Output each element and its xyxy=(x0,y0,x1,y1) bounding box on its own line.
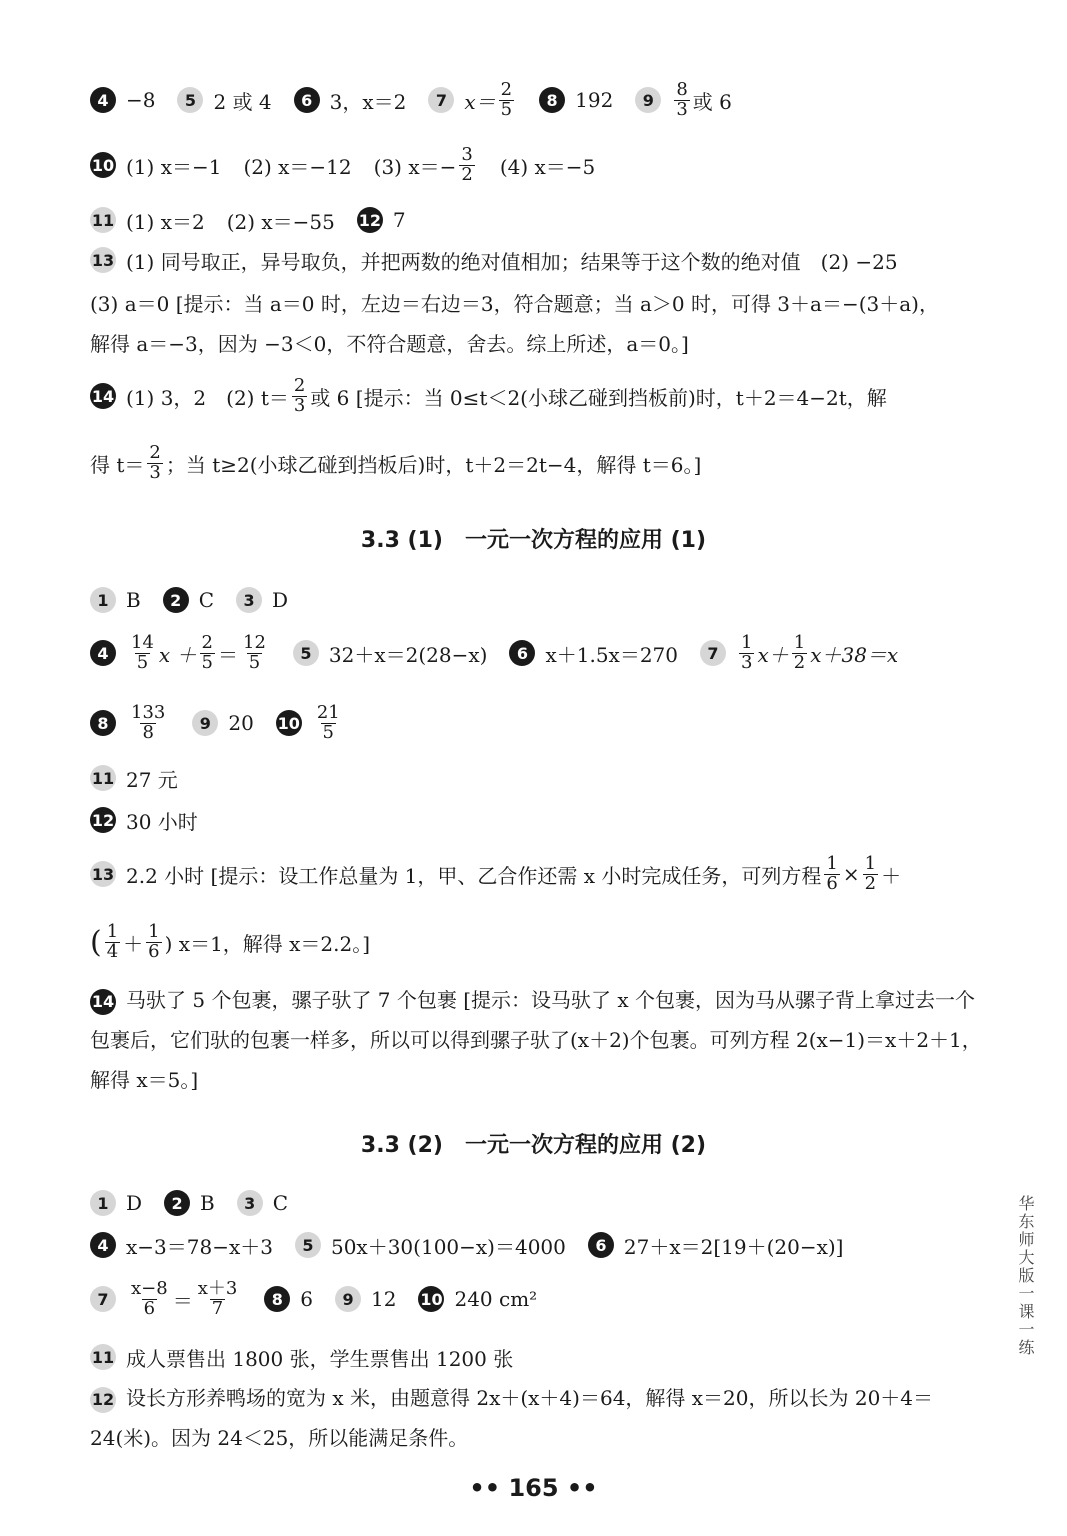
s2-q12-badge: 12 xyxy=(90,807,116,833)
s2-q11-answer: 27 元 xyxy=(126,767,178,792)
s2-q4-f2d: 5 xyxy=(201,651,213,673)
s3-q3-answer: C xyxy=(272,1191,289,1215)
answer-line-10 xyxy=(90,145,595,185)
q12-answer: 7 xyxy=(392,208,406,232)
s2-q13-line1 xyxy=(90,850,901,898)
q4-answer: −8 xyxy=(126,88,156,112)
section-title-3-3-2: 3.3 (2) 一元一次方程的应用 (2) xyxy=(360,1133,707,1158)
q9-numerator: 8 xyxy=(676,78,688,100)
s3-q12-badge: 12 xyxy=(90,1387,116,1413)
s2-q4-f1d: 5 xyxy=(136,651,149,673)
q13-line1 xyxy=(90,240,898,280)
s3-q11-line xyxy=(90,1337,513,1377)
s2-q8-numerator: 133 xyxy=(131,701,166,723)
s3-q5-badge: 5 xyxy=(295,1232,321,1258)
q10-numerator: 3 xyxy=(461,143,473,165)
s3-q1-answer: D xyxy=(126,1191,143,1215)
q11-part2: (2) x＝−55 xyxy=(226,209,335,234)
q13-text1: (1) 同号取正，异号取负，并把两数的绝对值相加；结果等于这个数的绝对值 (2) −25 xyxy=(126,249,898,274)
s3-q6-badge: 6 xyxy=(588,1232,614,1258)
s2-q13-f3n: 1 xyxy=(106,920,119,942)
s2-q12-line xyxy=(90,800,198,840)
s3-q10-answer: 240 cm² xyxy=(454,1287,538,1311)
q7-denominator: 5 xyxy=(500,98,513,120)
q14-text2a: 得 t＝ xyxy=(90,452,145,477)
s2-q13-frac4 xyxy=(146,920,161,962)
q10-fraction xyxy=(459,143,474,185)
q14-f1-numerator: 2 xyxy=(293,374,306,396)
q13-text3: 解得 a＝−3，因为 −3＜0，不符合题意，舍去。综上所述，a＝0。] xyxy=(90,331,689,356)
q5-badge: 5 xyxy=(177,87,203,113)
q7-badge: 7 xyxy=(428,87,454,113)
s3-q9-badge: 9 xyxy=(335,1286,361,1312)
s2-q13-frac2 xyxy=(863,852,878,894)
q6-badge: 6 xyxy=(294,87,320,113)
s2-q11-badge: 11 xyxy=(90,765,116,791)
s2-q10-numerator: 21 xyxy=(316,701,340,723)
q4-badge: 4 xyxy=(90,87,116,113)
q14-text1b: 或 6 [提示：当 0≤t＜2(小球乙碰到挡板前)时，t＋2＝4−2t，解 xyxy=(310,385,887,410)
s2-q4-frac1 xyxy=(129,631,156,673)
q8-answer: 192 xyxy=(575,88,614,112)
q14-text1a: (1) 3，2 (2) t＝ xyxy=(126,385,289,410)
q13-badge: 13 xyxy=(90,247,116,273)
s3-q5-answer: 50x＋30(100−x)＝4000 xyxy=(330,1234,566,1259)
s3-q9-answer: 12 xyxy=(371,1287,397,1311)
s2-q13-plus: ＋ xyxy=(881,863,902,888)
q14-line2 xyxy=(90,440,701,486)
s2-q8-denominator: 8 xyxy=(142,721,154,743)
s3-q7-f1n: x−8 xyxy=(131,1277,168,1299)
s2-q6-answer: x＋1.5x＝270 xyxy=(545,642,678,667)
s2-q4-frac3 xyxy=(241,631,268,673)
s2-q2-answer: C xyxy=(198,588,215,612)
q14-fraction2 xyxy=(147,441,162,483)
s3-q1-badge: 1 xyxy=(90,1190,116,1216)
q9-badge: 9 xyxy=(635,87,661,113)
s2-q13-f4n: 1 xyxy=(148,920,160,942)
s2-q14-answer: 马驮了 5 个包裹，骡子驮了 7 个包裹 [提示：设马驮了 x 个包裹，因为马从骡子背上拿过去一个包裹后，它们驮的包裹一样多，所以可以得到骡子驮了(x＋2)个包裹。可列方程 2(x−1)＝x＋2＋1，解得 x＝5。] xyxy=(90,988,982,1092)
s3-q6-answer: 27＋x＝2[19＋(20−x)] xyxy=(623,1234,844,1259)
s2-q11-line xyxy=(90,758,178,798)
s2-q8-badge: 8 xyxy=(90,710,116,736)
side-label: 华东师大版一课一练 xyxy=(1016,1195,1035,1357)
s3-answer-line-1-3 xyxy=(90,1183,288,1223)
s2-answer-line-1-3 xyxy=(90,580,288,620)
q14-badge: 14 xyxy=(90,383,116,409)
s3-q12-answer: 设长方形养鸭场的宽为 x 米，由题意得 2x＋(x＋4)＝64，解得 x＝20，所以长为 20＋4＝24(米)。因为 24＜25，所以能满足条件。 xyxy=(90,1386,934,1450)
s2-q13-line2 xyxy=(90,918,370,966)
s2-q13-badge: 13 xyxy=(90,861,116,887)
s2-q13-times: × xyxy=(842,862,860,886)
s2-q8-fraction xyxy=(129,701,167,743)
s3-answer-line-7-10 xyxy=(90,1275,537,1323)
s2-q7-g2n: 1 xyxy=(793,631,806,653)
s2-q7-g2d: 2 xyxy=(793,651,806,673)
s2-q13-f3d: 4 xyxy=(106,940,119,962)
s2-q6-badge: 6 xyxy=(509,640,535,666)
s2-q7-g1n: 1 xyxy=(741,631,753,653)
q11-part1: (1) x＝2 xyxy=(126,209,205,234)
s3-q10-badge: 10 xyxy=(418,1286,444,1312)
q6-answer: 3，x＝2 xyxy=(329,89,407,114)
q9-denominator: 3 xyxy=(676,98,688,120)
q9-suffix: 或 6 xyxy=(692,89,732,114)
s3-q7-eq: ＝ xyxy=(172,1288,193,1313)
s3-answer-line-4-6 xyxy=(90,1225,844,1265)
section-title-3-3-1: 3.3 (1) 一元一次方程的应用 (1) xyxy=(360,528,707,553)
s2-q4-f1n: 14 xyxy=(131,631,154,653)
q8-badge: 8 xyxy=(539,87,565,113)
s3-q7-badge: 7 xyxy=(90,1286,116,1312)
s2-q13-f4d: 6 xyxy=(148,940,160,962)
s2-q13-f2n: 1 xyxy=(864,852,877,874)
s2-q4-t1: x ＋ xyxy=(158,642,197,667)
s2-q1-badge: 1 xyxy=(90,587,116,613)
s2-q13-text1: 2.2 小时 [提示：设工作总量为 1，甲、乙合作还需 x 小时完成任务，可列方程 xyxy=(126,863,822,888)
q14-f2-denominator: 3 xyxy=(149,461,161,483)
q9-fraction xyxy=(674,78,689,120)
s2-q4-f3d: 5 xyxy=(248,651,261,673)
s3-q7-f2d: 7 xyxy=(211,1297,224,1319)
s2-q7-badge: 7 xyxy=(700,640,726,666)
s2-q13-lparen: ( xyxy=(90,924,102,960)
q7-numerator: 2 xyxy=(500,78,513,100)
s2-q1-answer: B xyxy=(126,588,141,612)
q13-text2: (3) a＝0 [提示：当 a＝0 时，左边＝右边＝3，符合题意；当 a＞0 时，可得 3＋a＝−(3＋a)， xyxy=(90,291,939,316)
s2-q13-frac1 xyxy=(824,852,839,894)
page-number: •• 165 •• xyxy=(469,1474,598,1502)
s2-q7-g1d: 3 xyxy=(741,651,753,673)
q12-badge: 12 xyxy=(357,207,383,233)
s2-q5-badge: 5 xyxy=(293,640,319,666)
s2-q9-answer: 20 xyxy=(228,711,254,735)
answer-line-4-9 xyxy=(90,80,732,120)
q5-answer: 2 或 4 xyxy=(213,89,272,114)
q14-line1 xyxy=(90,373,887,419)
q10-part1: (1) x＝−1 xyxy=(126,154,222,179)
s2-q13-text2: ) x＝1，解得 x＝2.2。] xyxy=(164,931,371,956)
s3-q8-answer: 6 xyxy=(300,1287,314,1311)
s3-q7-f2n: x＋3 xyxy=(197,1277,238,1299)
q10-denominator: 2 xyxy=(461,163,473,185)
s3-q12-block xyxy=(90,1378,985,1458)
s2-answer-line-8-10 xyxy=(90,700,345,746)
s3-q3-badge: 3 xyxy=(237,1190,263,1216)
q14-f1-denominator: 3 xyxy=(293,394,306,416)
s3-q7-frac1 xyxy=(129,1277,170,1319)
s2-q9-badge: 9 xyxy=(192,710,218,736)
s2-q13-f1n: 1 xyxy=(826,852,838,874)
q10-part3: (3) x＝− xyxy=(373,154,457,179)
q10-part4: (4) x＝−5 xyxy=(499,154,596,179)
s3-q7-f1d: 6 xyxy=(143,1297,156,1319)
s2-q3-answer: D xyxy=(272,588,289,612)
s2-q5-answer: 32＋x＝2(28−x) xyxy=(328,642,488,667)
s2-q14-block xyxy=(90,980,985,1100)
s2-q13-plus2: ＋ xyxy=(123,931,144,956)
s2-q7-frac2 xyxy=(792,631,807,673)
s2-q3-badge: 3 xyxy=(236,587,262,613)
s3-q11-answer: 成人票售出 1800 张，学生票售出 1200 张 xyxy=(126,1346,514,1371)
s2-q14-badge: 14 xyxy=(90,989,116,1015)
s3-q2-answer: B xyxy=(200,1191,215,1215)
q10-badge: 10 xyxy=(90,152,116,178)
s2-q7-t4: x＋38＝x xyxy=(810,642,899,667)
q13-line2 xyxy=(90,282,939,322)
s2-q4-t2: ＝ xyxy=(218,642,238,667)
s3-q4-badge: 4 xyxy=(90,1232,116,1258)
q10-part2: (2) x＝−12 xyxy=(243,154,352,179)
s2-q13-f1d: 6 xyxy=(826,872,838,894)
s2-q13-frac3 xyxy=(105,920,120,962)
s2-q7-frac1 xyxy=(739,631,754,673)
s2-q4-f2n: 2 xyxy=(201,631,213,653)
answer-line-11-12 xyxy=(90,200,406,240)
s2-q10-badge: 10 xyxy=(276,710,302,736)
q7-fraction xyxy=(499,78,514,120)
s2-q4-badge: 4 xyxy=(90,640,116,666)
s3-q4-answer: x−3＝78−x＋3 xyxy=(126,1234,273,1259)
q11-badge: 11 xyxy=(90,207,116,233)
s3-q2-badge: 2 xyxy=(164,1190,190,1216)
q14-fraction1 xyxy=(292,374,307,416)
s2-q4-f3n: 12 xyxy=(243,631,266,653)
s3-q11-badge: 11 xyxy=(90,1344,116,1370)
s2-q10-fraction xyxy=(315,701,342,743)
s2-q12-answer: 30 小时 xyxy=(126,809,198,834)
s2-q7-t3: x＋ xyxy=(757,642,789,667)
s2-answer-line-4-7 xyxy=(90,630,898,676)
s2-q13-f2d: 2 xyxy=(864,872,877,894)
s2-q10-denominator: 5 xyxy=(322,721,334,743)
q14-f2-numerator: 2 xyxy=(149,441,161,463)
s3-q8-badge: 8 xyxy=(264,1286,290,1312)
s2-q4-frac2 xyxy=(200,631,215,673)
s2-q2-badge: 2 xyxy=(163,587,189,613)
q13-line3 xyxy=(90,322,689,362)
q7-answer: x＝ xyxy=(464,89,496,114)
q14-text2b: ；当 t≥2(小球乙碰到挡板后)时，t＋2＝2t−4，解得 t＝6。] xyxy=(165,452,702,477)
s3-q7-frac2 xyxy=(196,1277,240,1319)
